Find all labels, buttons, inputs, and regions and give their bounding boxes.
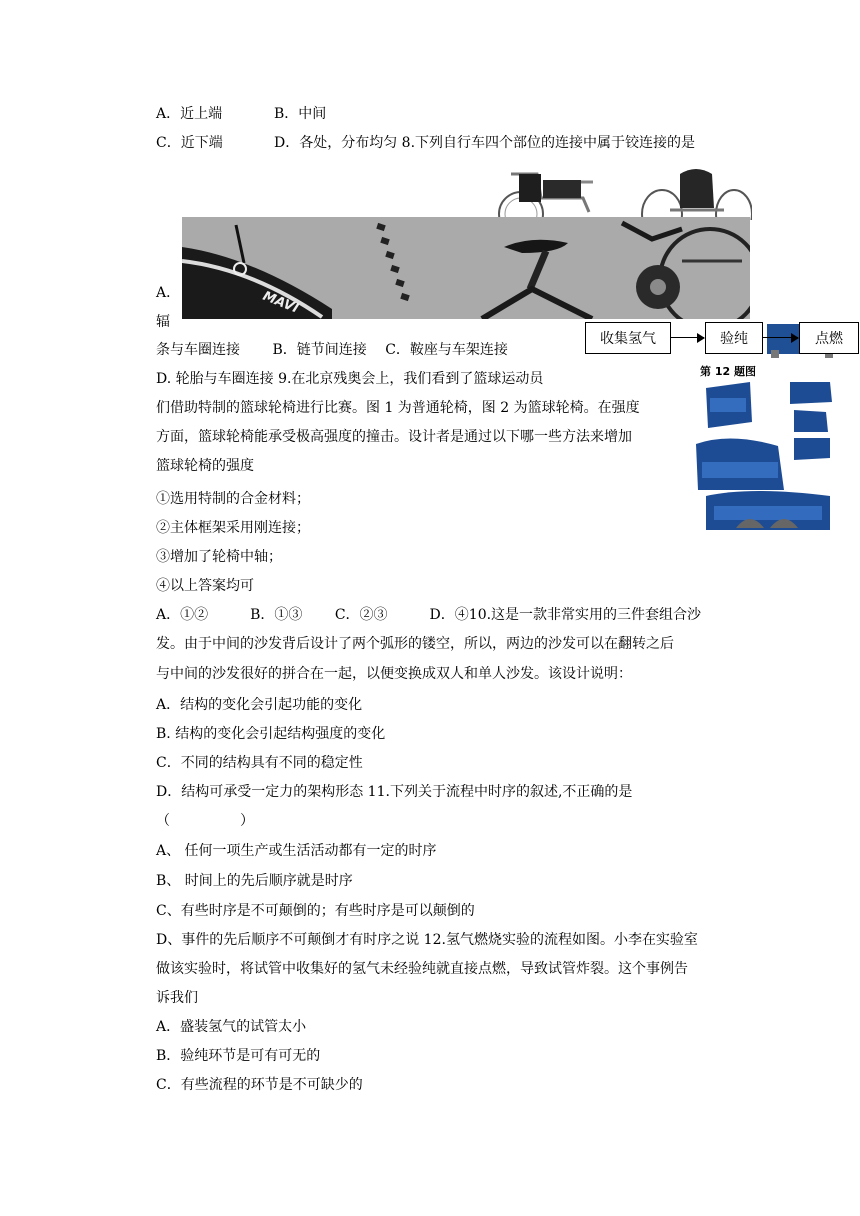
q9-stem-line-2: 们借助特制的篮球轮椅进行比赛。图 1 为普通轮椅，图 2 为篮球轮椅。在强度 (156, 400, 640, 416)
q9-item-2: ②主体框架采用刚连接； (156, 520, 310, 536)
q10-option-c: C．不同的结构具有不同的稳定性 (156, 755, 363, 771)
q9-stem-line-3: 方面，篮球轮椅能承受极高强度的撞击。设计者是通过以下哪一些方法来增加 (156, 429, 632, 445)
q7-option-b: B．中间 (274, 106, 327, 122)
flow-arrowhead-1 (697, 333, 705, 343)
q12-option-c: C．有些流程的环节是不可缺少的 (156, 1077, 363, 1093)
q10-stem-line-3: 与中间的沙发很好的拼合在一起，以便变换成双人和单人沙发。该设计说明： (156, 666, 632, 682)
q9-item-3: ③增加了轮椅中轴； (156, 549, 282, 565)
q11-option-c: C、有些时序是不可颠倒的；有些时序是可以颠倒的 (156, 903, 475, 919)
q9-options-q10-stem: A．①② B．①③ C．②③ D．④10.这是一款非常实用的三件套组合沙 (156, 607, 702, 623)
q11-answer-blank: （ ） (156, 813, 254, 829)
q10-option-d-q11-stem: D．结构可承受一定力的架构形态 11.下列关于流程中时序的叙述,不正确的是 (156, 784, 633, 800)
flow-step-ignite (799, 322, 859, 354)
q9-stem-line-4: 篮球轮椅的强度 (156, 458, 254, 474)
rim-logo-text: MAVI (260, 288, 301, 317)
q7-option-c: C．近下端 (156, 135, 223, 151)
q7-option-a: A．近上端 (156, 106, 223, 122)
q10-option-a: A．结构的变化会引起功能的变化 (156, 697, 363, 713)
q11-option-a: A、 任何一项生产或生活活动都有一定的时序 (156, 843, 437, 859)
flow-step-verify-label: 验纯 (720, 331, 748, 347)
q11-option-b: B、 时间上的先后顺序就是时序 (156, 873, 353, 889)
q12-option-b: B．验纯环节是可有可无的 (156, 1048, 321, 1064)
basketball-wheelchair-photo (640, 164, 752, 220)
bicycle-parts-photo (182, 217, 750, 319)
q7-option-d-q8-stem: D．各处，分布均匀 8.下列自行车四个部位的连接中属于铰连接的是 (274, 135, 696, 151)
q8-option-a-label: A． (156, 285, 181, 301)
q8-options-abc: 条与车圈连接 B．链节间连接 C．鞍座与车架连接 (156, 342, 508, 358)
flow-step-ignite-label: 点燃 (815, 331, 843, 347)
q9-item-4: ④以上答案均可 (156, 578, 254, 594)
q8-option-a-wrap: 辐 (156, 314, 170, 330)
flow-arrowhead-2 (791, 333, 799, 343)
q10-stem-line-2: 发。由于中间的沙发背后设计了两个弧形的镂空，所以，两边的沙发可以在翻转之后 (156, 636, 674, 652)
q12-option-a: A．盛装氢气的试管太小 (156, 1019, 307, 1035)
flow-caption: 第 12 题图 (700, 365, 756, 378)
flow-step-collect-label: 收集氢气 (600, 331, 656, 347)
sofa-set-photo (690, 378, 840, 548)
q12-stem-line-3: 诉我们 (156, 990, 198, 1006)
q12-stem-line-2: 做该实验时，将试管中收集好的氢气未经验纯就直接点燃，导致试管炸裂。这个事例告 (156, 961, 688, 977)
flow-step-verify (705, 322, 763, 354)
q10-option-b: B. 结构的变化会引起结构强度的变化 (156, 726, 386, 742)
q9-item-1: ①选用特制的合金材料； (156, 491, 310, 507)
ordinary-wheelchair-photo (497, 168, 602, 220)
flow-step-collect (585, 322, 671, 354)
q8-option-d-q9-stem: D. 轮胎与车圈连接 9.在北京残奥会上，我们看到了篮球运动员 (156, 371, 544, 387)
q11-option-d-q12-stem: D、事件的先后顺序不可颠倒才有时序之说 12.氢气燃烧实验的流程如图。小李在实验室 (156, 932, 698, 948)
